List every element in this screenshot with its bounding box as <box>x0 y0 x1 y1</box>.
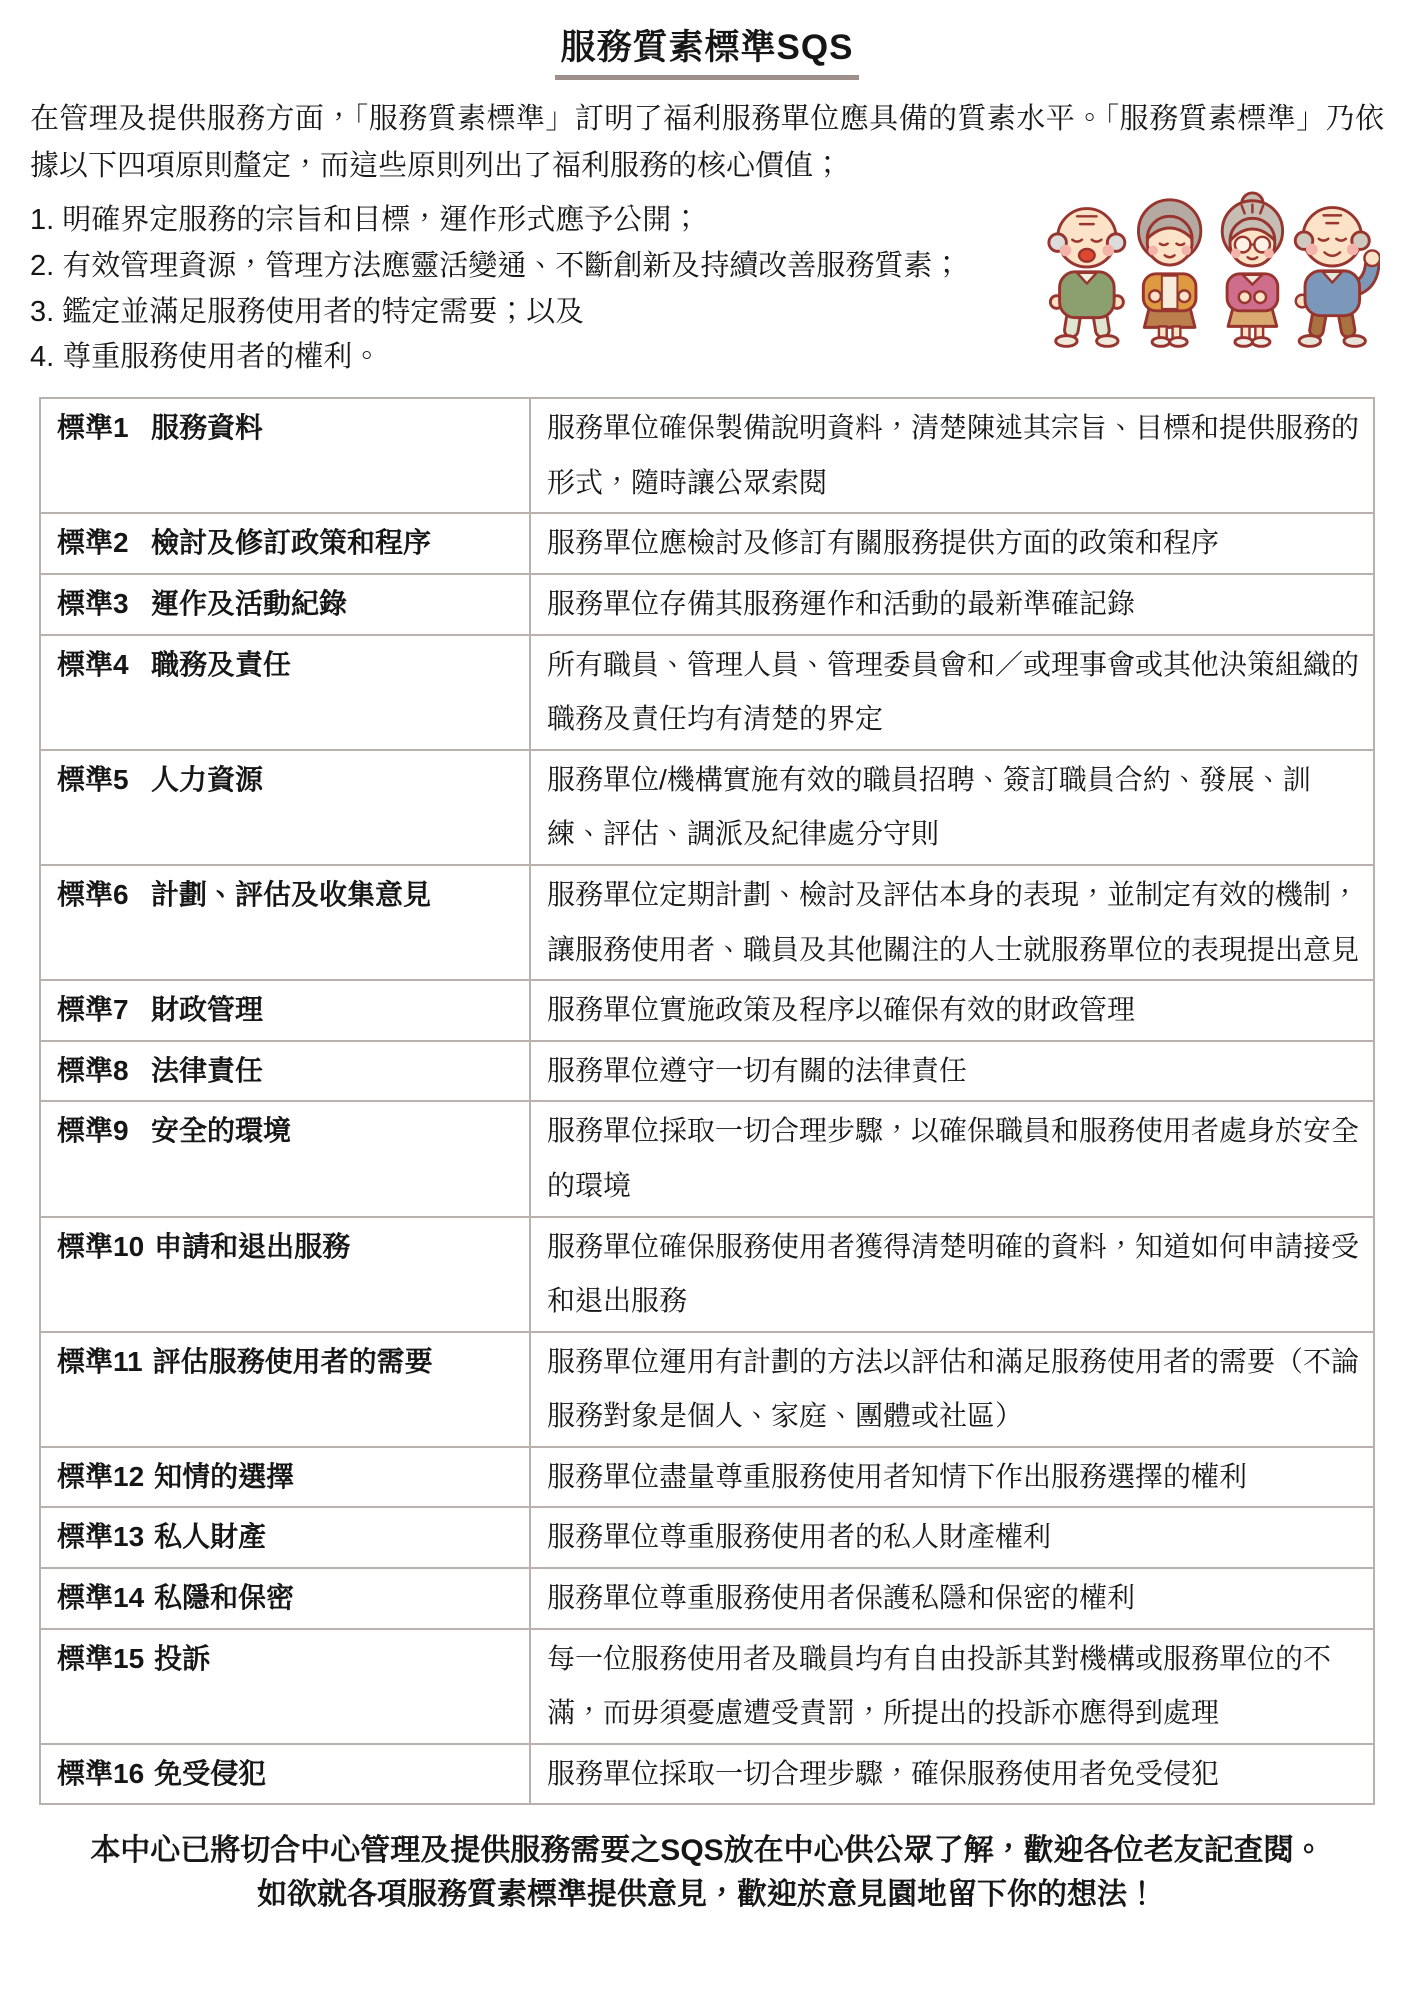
standard-desc-cell: 服務單位實施政策及程序以確保有效的財政管理 <box>530 980 1374 1041</box>
table-row <box>40 980 1374 1041</box>
standard-name: 安全的環境 <box>151 1115 292 1147</box>
grandpa-waving-icon <box>1295 208 1380 347</box>
standard-name: 檢討及修訂政策和程序 <box>151 527 432 559</box>
standard-id: 標準16 <box>57 1757 145 1789</box>
title-wrap <box>30 20 1384 80</box>
standard-id-cell <box>40 1744 530 1805</box>
standard-id: 標準6 <box>57 878 129 910</box>
standard-id-cell <box>40 750 530 865</box>
principle-item-3: 3. 鑑定並滿足服務使用者的特定需要；以及 <box>30 295 585 328</box>
standard-id: 標準15 <box>57 1642 145 1674</box>
standard-name: 人力資源 <box>151 763 264 795</box>
standard-id: 標準13 <box>57 1521 145 1553</box>
table-row <box>40 750 1374 865</box>
standard-id: 標準2 <box>57 527 129 559</box>
standard-id-cell <box>40 1332 530 1447</box>
table-row <box>40 1447 1374 1508</box>
standard-id-cell <box>40 865 530 980</box>
table-row <box>40 1744 1374 1805</box>
table-row <box>40 574 1374 635</box>
standard-id: 標準8 <box>57 1054 129 1086</box>
standard-desc-cell: 服務單位確保製備說明資料，清楚陳述其宗旨、目標和提供服務的形式，隨時讓公眾索閱 <box>530 398 1374 513</box>
standard-desc-cell: 服務單位確保服務使用者獲得清楚明確的資料，知道如何申請接受和退出服務 <box>530 1217 1374 1332</box>
standard-name: 知情的選擇 <box>154 1460 295 1492</box>
sqs-standards-table <box>39 397 1375 1805</box>
grandma-glasses-icon <box>1222 193 1282 346</box>
standard-id: 標準4 <box>57 648 129 680</box>
table-row <box>40 398 1374 513</box>
grandma-orange-icon <box>1138 200 1200 347</box>
standard-id: 標準12 <box>57 1460 145 1492</box>
standard-desc-cell: 服務單位應檢討及修訂有關服務提供方面的政策和程序 <box>530 513 1374 574</box>
standard-id-cell <box>40 635 530 750</box>
standard-id: 標準1 <box>57 412 129 444</box>
standard-desc-cell: 服務單位定期計劃、檢討及評估本身的表現，並制定有效的機制，讓服務使用者、職員及其他關注的人士就服務單位的表現提出意見 <box>530 865 1374 980</box>
table-row <box>40 635 1374 750</box>
standard-id-cell <box>40 1447 530 1508</box>
footer-line-1: 本中心已將切合中心管理及提供服務需要之SQS放在中心供公眾了解，歡迎各位老友記查閱。 <box>90 1834 1324 1868</box>
standard-name: 私人財產 <box>154 1521 267 1553</box>
standard-name: 計劃、評估及收集意見 <box>151 878 432 910</box>
table-row <box>40 1101 1374 1216</box>
standard-name: 投訴 <box>154 1642 211 1674</box>
grandpa-green-icon <box>1049 209 1125 347</box>
standard-name: 職務及責任 <box>151 648 292 680</box>
standard-id: 標準10 <box>57 1230 145 1262</box>
standard-id-cell <box>40 513 530 574</box>
standard-name: 法律責任 <box>151 1054 264 1086</box>
standard-desc-cell: 服務單位盡量尊重服務使用者知情下作出服務選擇的權利 <box>530 1447 1374 1508</box>
table-row <box>40 865 1374 980</box>
standard-desc-cell: 服務單位尊重服務使用者的私人財產權利 <box>530 1507 1374 1568</box>
table-row <box>40 1568 1374 1629</box>
standard-desc-cell: 服務單位遵守一切有關的法律責任 <box>530 1041 1374 1102</box>
principle-item-2: 2. 有效管理資源，管理方法應靈活變通、不斷創新及持續改善服務質素； <box>30 249 962 282</box>
standard-desc-cell: 服務單位尊重服務使用者保護私隱和保密的權利 <box>530 1568 1374 1629</box>
footer-note <box>30 1829 1384 1916</box>
standard-id-cell <box>40 1568 530 1629</box>
standard-name: 運作及活動紀錄 <box>151 587 348 619</box>
standard-desc-cell: 服務單位採取一切合理步驟，確保服務使用者免受侵犯 <box>530 1744 1374 1805</box>
page-title: 服務質素標準SQS <box>555 20 860 80</box>
standard-id: 標準14 <box>57 1582 145 1614</box>
standard-name: 服務資料 <box>151 412 264 444</box>
standard-id-cell <box>40 1217 530 1332</box>
standard-id-cell <box>40 1041 530 1102</box>
table-row <box>40 1217 1374 1332</box>
standard-id-cell <box>40 1629 530 1744</box>
standard-id-cell <box>40 1507 530 1568</box>
table-row <box>40 1507 1374 1568</box>
standard-name: 申請和退出服務 <box>154 1230 351 1262</box>
standard-id: 標準3 <box>57 587 129 619</box>
standard-id-cell <box>40 398 530 513</box>
footer-line-2: 如欲就各項服務質素標準提供意見，歡迎於意見園地留下你的想法！ <box>257 1877 1157 1911</box>
standard-id: 標準5 <box>57 763 129 795</box>
elderly-group-illustration <box>1044 178 1380 354</box>
standard-name: 評估服務使用者的需要 <box>152 1345 433 1377</box>
standard-name: 財政管理 <box>151 994 264 1026</box>
standard-id: 標準11 <box>57 1345 143 1377</box>
standard-name: 私隱和保密 <box>154 1582 295 1614</box>
standard-id-cell <box>40 980 530 1041</box>
table-row <box>40 1629 1374 1744</box>
standard-name: 免受侵犯 <box>154 1757 267 1789</box>
standard-desc-cell: 服務單位運用有計劃的方法以評估和滿足服務使用者的需要（不論服務對象是個人、家庭、團體或社區） <box>530 1332 1374 1447</box>
standard-id-cell <box>40 1101 530 1216</box>
standard-id: 標準7 <box>57 994 129 1026</box>
table-row <box>40 513 1374 574</box>
table-row <box>40 1041 1374 1102</box>
standard-desc-cell: 每一位服務使用者及職員均有自由投訴其對機構或服務單位的不滿，而毋須憂慮遭受責罰，所提出的投訴亦應得到處理 <box>530 1629 1374 1744</box>
intro-paragraph: 在管理及提供服務方面，「服務質素標準」訂明了福利服務單位應具備的質素水平。「服務質素標準」乃依據以下四項原則釐定，而這些原則列出了福利服務的核心價值； <box>30 103 1384 182</box>
standard-desc-cell: 服務單位採取一切合理步驟，以確保職員和服務使用者處身於安全的環境 <box>530 1101 1374 1216</box>
principle-item-1: 1. 明確界定服務的宗旨和目標，運作形式應予公開； <box>30 203 701 236</box>
standard-id: 標準9 <box>57 1115 129 1147</box>
table-row <box>40 1332 1374 1447</box>
principles-list <box>30 198 1040 381</box>
standard-id-cell <box>40 574 530 635</box>
principle-item-4: 4. 尊重服務使用者的權利。 <box>30 341 382 374</box>
standard-desc-cell: 服務單位/機構實施有效的職員招聘、簽訂職員合約、發展、訓練、評估、調派及紀律處分守則 <box>530 750 1374 865</box>
standard-desc-cell: 所有職員、管理人員、管理委員會和／或理事會或其他決策組織的職務及責任均有清楚的界定 <box>530 635 1374 750</box>
standard-desc-cell: 服務單位存備其服務運作和活動的最新準確記錄 <box>530 574 1374 635</box>
